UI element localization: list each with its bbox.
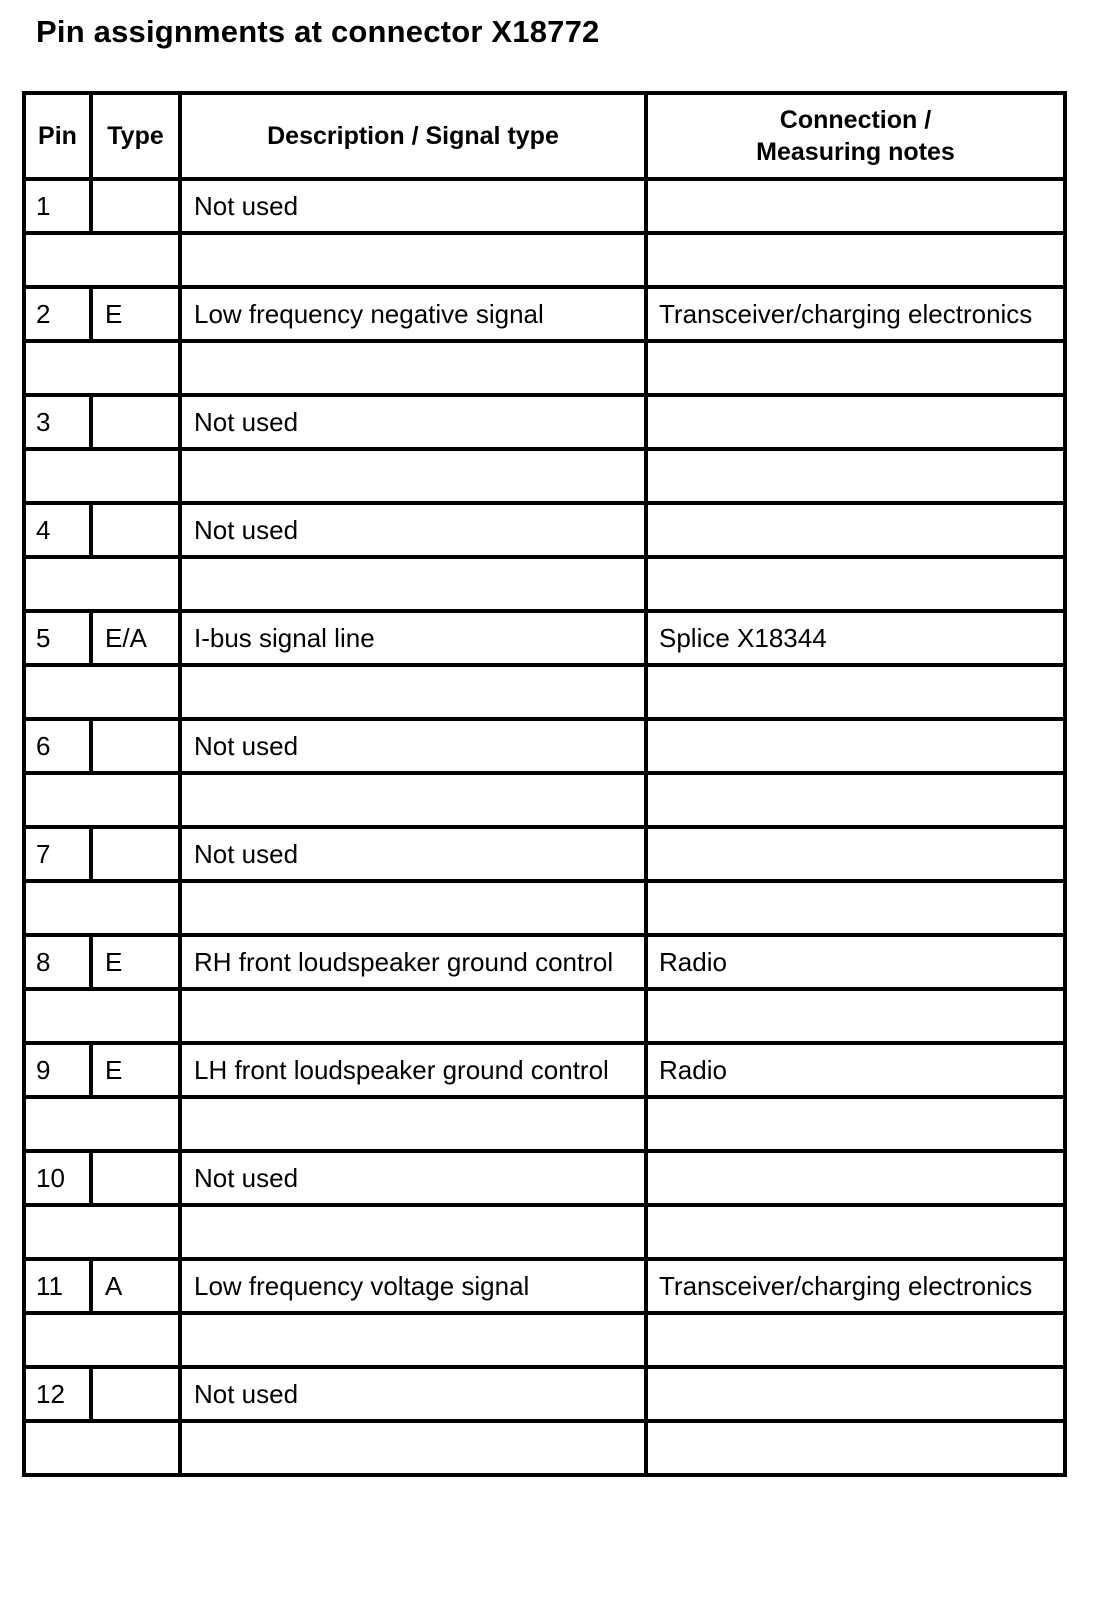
spacer-cell	[24, 881, 180, 935]
description-cell: Not used	[180, 395, 646, 449]
spacer-cell	[180, 1421, 646, 1475]
description-cell: RH front loudspeaker ground control	[180, 935, 646, 989]
spacer-cell	[180, 233, 646, 287]
type-cell	[91, 827, 180, 881]
connection-cell: Radio	[646, 935, 1065, 989]
spacer-cell	[646, 989, 1065, 1043]
connection-cell	[646, 719, 1065, 773]
connection-cell: Splice X18344	[646, 611, 1065, 665]
description-cell: Low frequency voltage signal	[180, 1259, 646, 1313]
spacer-cell	[646, 881, 1065, 935]
type-cell	[91, 1151, 180, 1205]
pin-cell: 10	[24, 1151, 91, 1205]
connection-cell	[646, 827, 1065, 881]
pin-cell: 5	[24, 611, 91, 665]
type-cell	[91, 179, 180, 233]
table-row	[24, 935, 1065, 989]
header-connection	[646, 93, 1065, 179]
spacer-cell	[646, 1205, 1065, 1259]
spacer-cell	[24, 1205, 180, 1259]
connection-cell	[646, 1151, 1065, 1205]
spacer-cell	[24, 1097, 180, 1151]
spacer-cell	[180, 557, 646, 611]
table-row	[24, 1259, 1065, 1313]
spacer-cell	[24, 341, 180, 395]
connection-cell: Transceiver/charging electronics	[646, 1259, 1065, 1313]
type-cell: E	[91, 935, 180, 989]
spacer-cell	[646, 233, 1065, 287]
spacer-cell	[180, 881, 646, 935]
spacer-row	[24, 665, 1065, 719]
connection-cell: Radio	[646, 1043, 1065, 1097]
description-cell: I-bus signal line	[180, 611, 646, 665]
table-row	[24, 1367, 1065, 1421]
pin-cell: 12	[24, 1367, 91, 1421]
spacer-cell	[180, 665, 646, 719]
header-type: Type	[91, 93, 180, 179]
table-row	[24, 1043, 1065, 1097]
description-cell: Not used	[180, 1151, 646, 1205]
description-cell: LH front loudspeaker ground control	[180, 1043, 646, 1097]
spacer-cell	[24, 1421, 180, 1475]
spacer-cell	[24, 1313, 180, 1367]
spacer-cell	[24, 557, 180, 611]
description-cell: Not used	[180, 503, 646, 557]
spacer-cell	[646, 665, 1065, 719]
table-row	[24, 395, 1065, 449]
description-cell: Not used	[180, 179, 646, 233]
spacer-cell	[646, 557, 1065, 611]
description-cell: Not used	[180, 1367, 646, 1421]
spacer-row	[24, 557, 1065, 611]
spacer-cell	[180, 449, 646, 503]
spacer-row	[24, 881, 1065, 935]
table-row	[24, 287, 1065, 341]
description-cell: Low frequency negative signal	[180, 287, 646, 341]
spacer-cell	[24, 773, 180, 827]
pin-cell: 4	[24, 503, 91, 557]
spacer-cell	[180, 989, 646, 1043]
table-row	[24, 1151, 1065, 1205]
table-row	[24, 503, 1065, 557]
header-connection-line1: Connection /	[779, 106, 932, 134]
spacer-cell	[24, 989, 180, 1043]
spacer-cell	[646, 1313, 1065, 1367]
header-description: Description / Signal type	[180, 93, 646, 179]
spacer-row	[24, 449, 1065, 503]
pin-cell: 8	[24, 935, 91, 989]
spacer-cell	[24, 665, 180, 719]
connection-cell	[646, 179, 1065, 233]
table-row	[24, 179, 1065, 233]
spacer-row	[24, 1097, 1065, 1151]
type-cell: E/A	[91, 611, 180, 665]
pin-cell: 3	[24, 395, 91, 449]
table-row	[24, 611, 1065, 665]
pin-cell: 9	[24, 1043, 91, 1097]
header-connection-line2: Measuring notes	[756, 138, 955, 166]
table-row	[24, 719, 1065, 773]
spacer-row	[24, 1205, 1065, 1259]
spacer-row	[24, 1421, 1065, 1475]
pin-assignment-table	[22, 91, 1067, 1477]
pin-cell: 2	[24, 287, 91, 341]
type-cell	[91, 719, 180, 773]
connection-cell: Transceiver/charging electronics	[646, 287, 1065, 341]
spacer-cell	[180, 1205, 646, 1259]
spacer-cell	[24, 449, 180, 503]
spacer-cell	[180, 1097, 646, 1151]
connection-cell	[646, 395, 1065, 449]
spacer-cell	[24, 233, 180, 287]
spacer-row	[24, 233, 1065, 287]
spacer-row	[24, 989, 1065, 1043]
page-title: Pin assignments at connector X18772	[36, 14, 600, 49]
table-body	[24, 179, 1065, 1475]
spacer-row	[24, 773, 1065, 827]
type-cell	[91, 395, 180, 449]
description-cell: Not used	[180, 827, 646, 881]
spacer-cell	[646, 341, 1065, 395]
pin-cell: 7	[24, 827, 91, 881]
description-cell: Not used	[180, 719, 646, 773]
type-cell: E	[91, 287, 180, 341]
type-cell	[91, 503, 180, 557]
pin-cell: 11	[24, 1259, 91, 1313]
spacer-cell	[180, 341, 646, 395]
header-pin: Pin	[24, 93, 91, 179]
spacer-cell	[646, 1097, 1065, 1151]
spacer-cell	[646, 773, 1065, 827]
spacer-cell	[646, 449, 1065, 503]
pin-cell: 1	[24, 179, 91, 233]
table-row	[24, 827, 1065, 881]
table-header-row	[24, 93, 1065, 179]
spacer-row	[24, 1313, 1065, 1367]
spacer-cell	[180, 1313, 646, 1367]
pin-cell: 6	[24, 719, 91, 773]
connection-cell	[646, 1367, 1065, 1421]
type-cell	[91, 1367, 180, 1421]
spacer-row	[24, 341, 1065, 395]
connection-cell	[646, 503, 1065, 557]
type-cell: E	[91, 1043, 180, 1097]
spacer-cell	[646, 1421, 1065, 1475]
spacer-cell	[180, 773, 646, 827]
type-cell: A	[91, 1259, 180, 1313]
